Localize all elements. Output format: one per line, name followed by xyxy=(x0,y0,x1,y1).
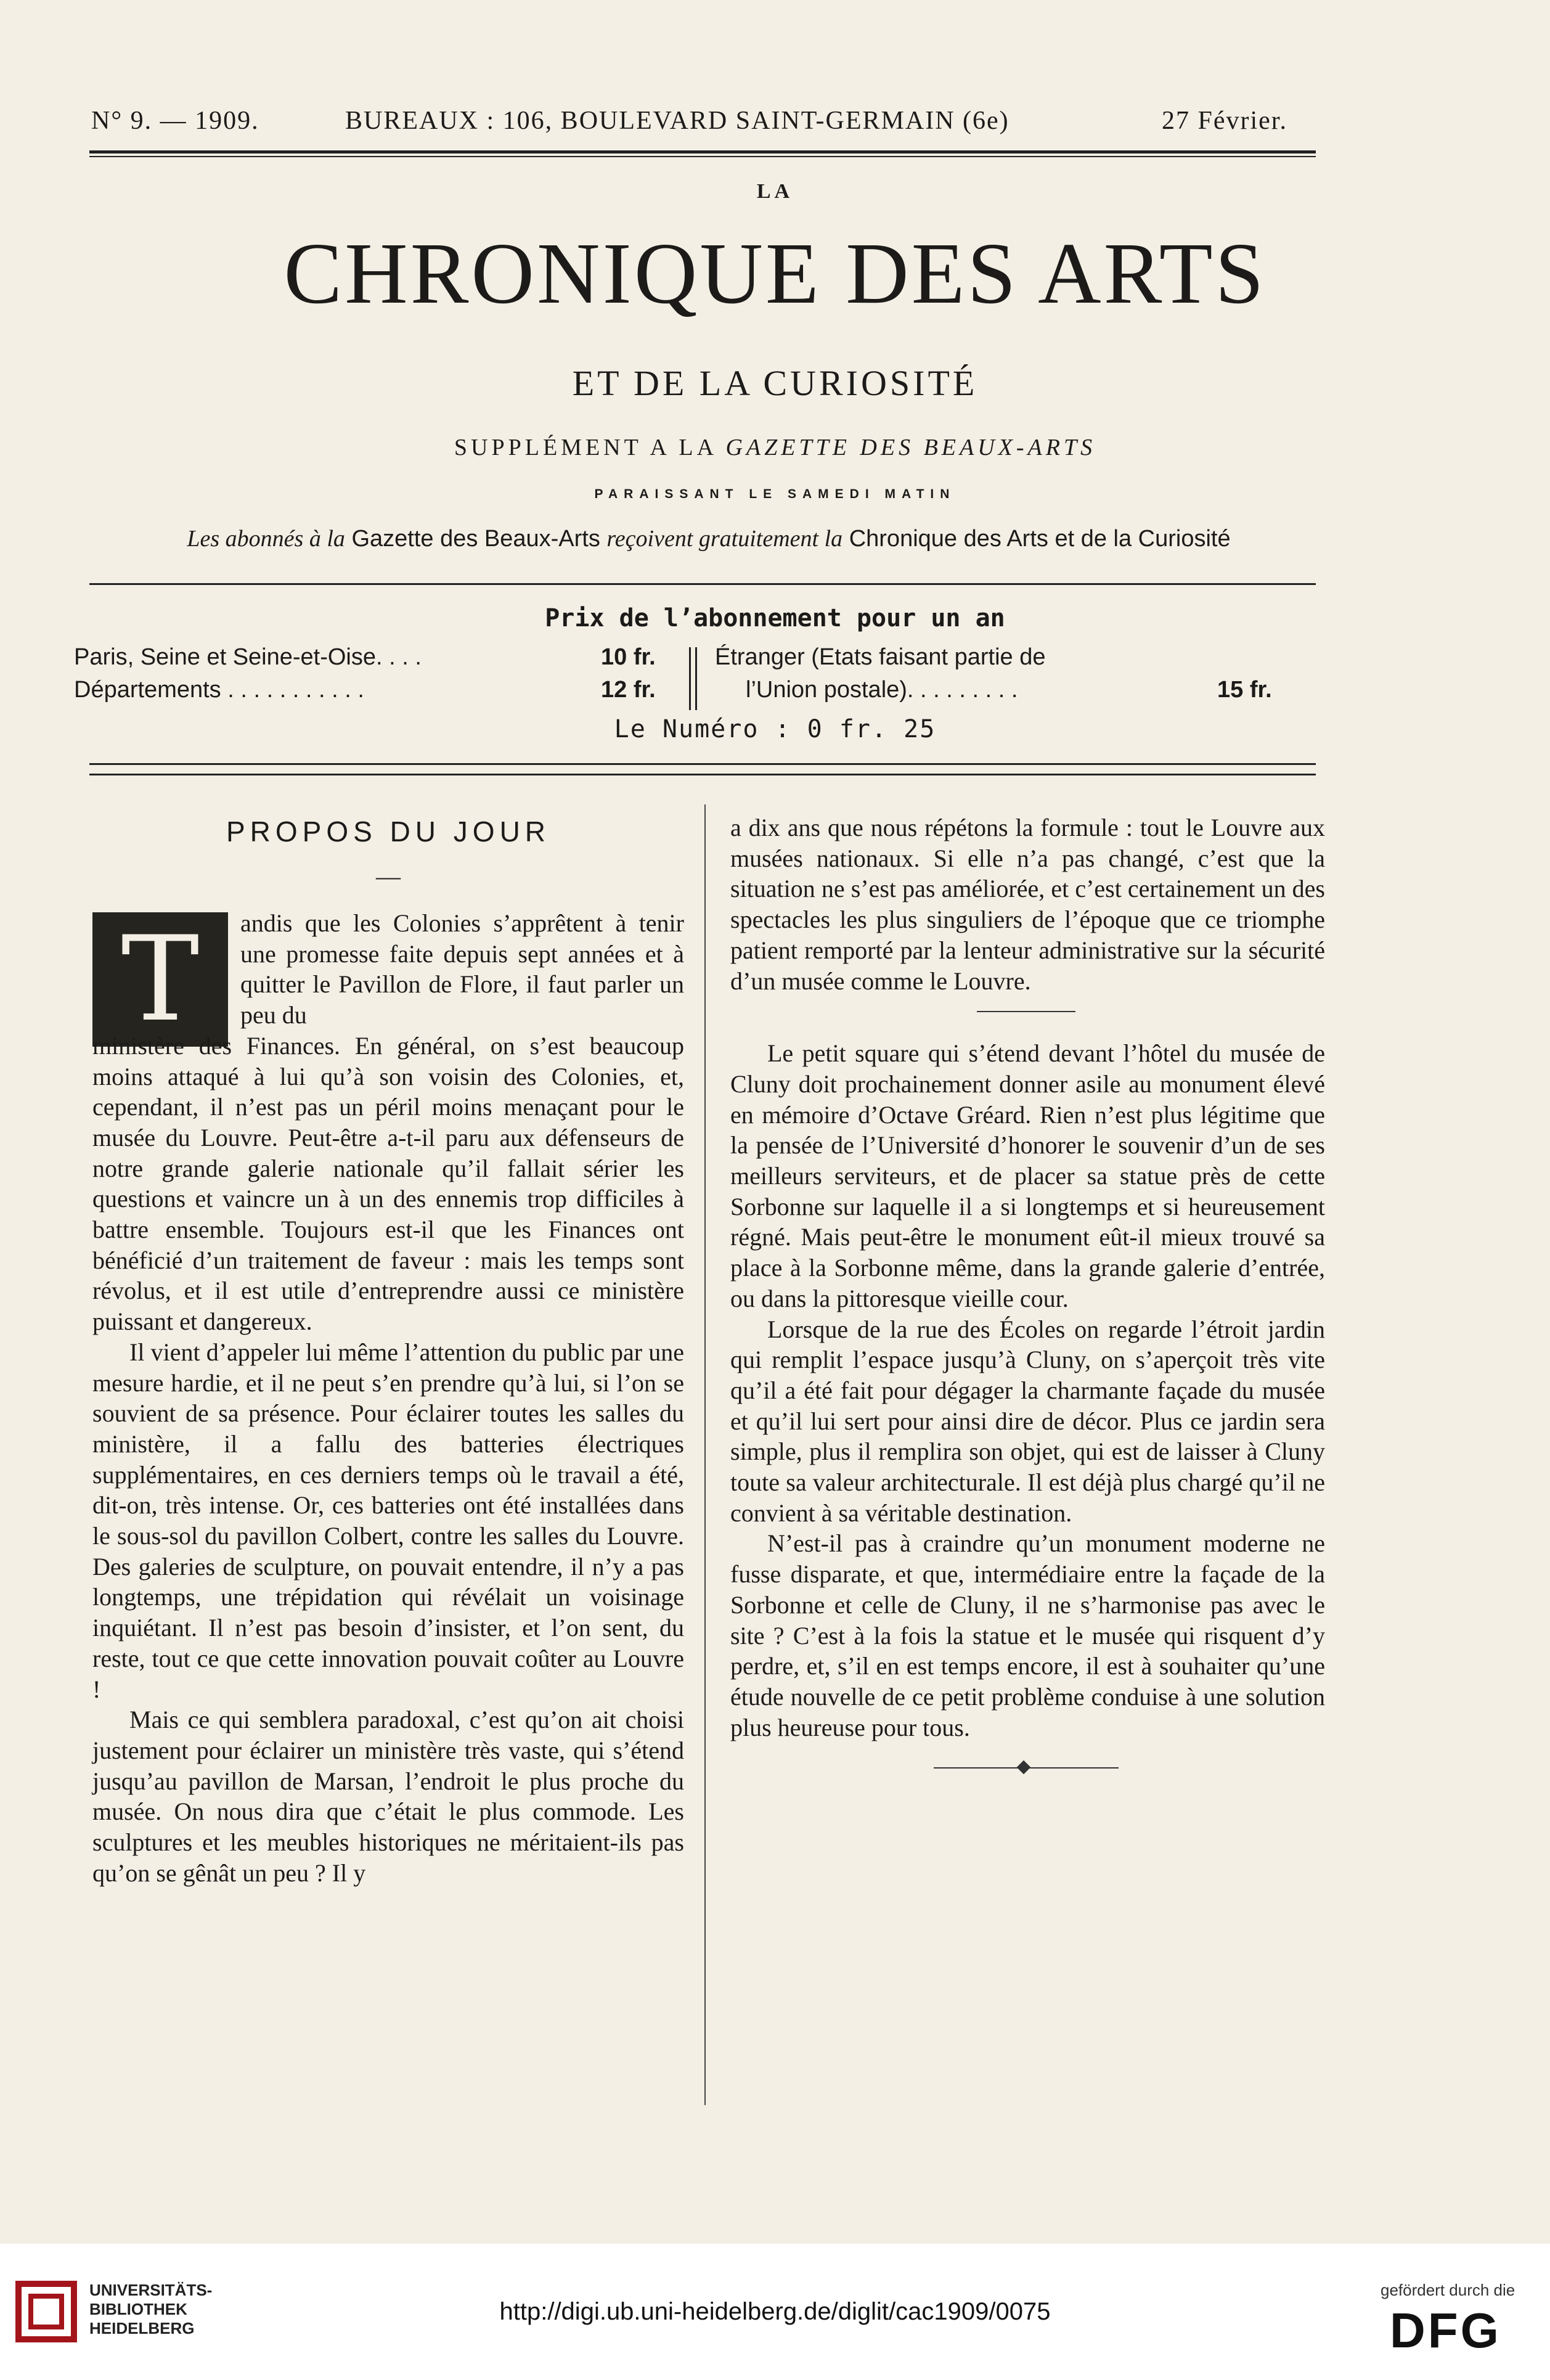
paragraph-7: N’est-il pas à craindre qu’un monument moderne ne fusse disparate, et que, intermédiaire entre la façade de la Sorbonne et celle de Cluny, il ne s’harmonise pas avec le site ? C’est à la fois la statue et le musée qui risquent d’y perdre, et, s’il en est temps encore, il est à souhaiter qu’une étude nouvelle de ce petit problème conduise à une solution plus heureuse pour tous. xyxy=(730,1529,1325,1741)
paragraph-2: Il vient d’appeler lui même l’attention du public par une mesure hardie, et il ne peut s’en prendre qu’à lui, si l’on se souvient de sa présence. Pour éclairer toutes les salles du ministère, il a fallu des batteries électriques supplémentaires, en ces derniers temps où le travail a été, dit-on, très intense. Or, ces batteries ont été installées dans le sous-sol du pavillon Colbert, contre les salles du Louvre. Des galeries de sculpture, on pouvait entendre, il n’y a pas longtemps, une trépidation qui révélait un voisinage inquiétant. Il n’est pas besoin d’insister, et l’on sent, du reste, tout ce que cette innovation pouvait coûter au Louvre ! xyxy=(92,1338,684,1703)
dropcap-letter: T xyxy=(92,912,228,1047)
footer-bar xyxy=(0,2244,1550,2380)
subscribers-text-2: Gazette des Beaux-Arts xyxy=(351,526,600,552)
masthead-subtitle: ET DE LA CURIOSITÉ xyxy=(572,363,978,403)
funding-note: gefördert durch die xyxy=(1381,2281,1515,2299)
pricing-rule-2 xyxy=(89,774,1316,775)
paragraph-5: Le petit square qui s’étend devant l’hôtel du musée de Cluny doit prochainement donner asile au monument élevé en mémoire d’Octave Gréard. Rien n’est plus légitime que la pensée de l’Université d’honorer le souvenir d’un de ses meilleurs serviteurs, et de placer sa statue près de cette Sorbonne sur laquelle il a si longtemps et si heureusement régné. Mais peut-être le monument eût-il mieux trouvé sa place à la Sorbonne même, dans la grande galerie d’entrée, ou dans la pittoresque vieille cour. xyxy=(730,1039,1325,1312)
paragraph-6: Lorsque de la rue des Écoles on regarde l’étroit jardin qui remplit l’espace jusqu’à Cluny, on s’aperçoit très vite qu’il a été fait pour dégager la charmante façade du musée et qu’il lui sert pour ainsi dire de décor. Plus ce jardin sera simple, plus il remplira son objet, qui est de laisser à Cluny toute sa valeur architecturale. Il est déjà plus chargé qu’il ne convient à sa véritable destination. xyxy=(730,1315,1325,1527)
paragraph-1-first: andis que les Colonies s’apprêtent à tenir une promesse faite depuis sept années et à quitter le Pavillon de Flore, il faut parler un peu du xyxy=(240,909,684,1029)
dfg-logo: DFG xyxy=(1390,2303,1501,2358)
price-union-value: 15 fr. xyxy=(1217,677,1272,703)
supplement-gazette: GAZETTE DES BEAUX-ARTS xyxy=(725,435,1096,460)
right-column xyxy=(730,812,1325,1792)
header-rule xyxy=(89,150,1316,153)
subscribers-line xyxy=(92,525,1325,552)
library-name-1: UNIVERSITÄTS- xyxy=(89,2281,213,2299)
price-departements-value: 12 fr. xyxy=(601,677,656,703)
office-address: BUREAUX : 106, BOULEVARD SAINT-GERMAIN (6e) xyxy=(345,107,1010,135)
article-heading: PROPOS DU JOUR xyxy=(226,816,551,848)
price-paris-value: 10 fr. xyxy=(601,644,656,670)
supplement-line xyxy=(0,434,1550,461)
header-rule-thin xyxy=(89,156,1316,157)
price-paris-label: Paris, Seine et Seine-et-Oise. . . . xyxy=(74,644,422,670)
masthead-rule xyxy=(89,583,1316,585)
price-departements-label: Départements . . . . . . . . . . . xyxy=(74,677,364,703)
heading-dash: — xyxy=(376,862,401,890)
price-union-label: l’Union postale). . . . . . . . . xyxy=(746,677,1018,703)
paragraph-4: a dix ans que nous répétons la formule : tout le Louvre aux musées nationaux. Si elle n’a pas changé, c’est que la situation ne s’est pas améliorée, et c’est certainement un des spectacles les plus singuliers de l’époque que ce triomphe patient remporté par la lenteur administrative sur la sécurité d’un musée comme le Louvre. xyxy=(730,814,1325,995)
masthead-title: CHRONIQUE DES ARTS xyxy=(283,224,1267,322)
price-divider-2 xyxy=(695,647,697,710)
masthead-la: LA xyxy=(756,180,794,203)
issue-number: N° 9. — 1909. xyxy=(91,107,259,135)
left-column xyxy=(92,908,684,1889)
library-name-2: BIBLIOTHEK xyxy=(89,2300,187,2318)
issue-price: Le Numéro : 0 fr. 25 xyxy=(614,715,936,743)
paragraph-1-rest: ministère des Finances. En général, on s’est beaucoup moins attaqué à lui qu’à son voisin des Colonies, et, cependant, il n’est pas un péril moins menaçant pour le musée du Louvre. Peut-être a-t-il paru aux défenseurs de notre grande galerie nationale qu’il fallait sérier les questions et vaincre un à un des ennemis trop difficiles à battre ensemble. Toujours est-il que les Finances ont bénéficié d’un traitement de faveur : mais les temps sont révolus, et il est utile d’entreprendre aussi ce ministère puissant et dangereux. xyxy=(92,1031,684,1336)
paragraph-3: Mais ce qui semblera paradoxal, c’est qu’on ait choisi justement pour éclairer un ministère très vaste, qui s’étend jusqu’au pavillon de Marsan, l’endroit le plus proche du musée. On nous dira que c’était le plus commode. Les sculptures et les meubles historiques ne méritaient-ils pas qu’on se gênât un peu ? Il y xyxy=(92,1706,684,1887)
subscribers-text-1: Les abonnés à la xyxy=(187,526,345,552)
price-divider xyxy=(689,647,691,710)
price-etranger-label: Étranger (Etats faisant partie de xyxy=(715,644,1046,670)
issue-date: 27 Février. xyxy=(1162,107,1287,135)
pricing-rule xyxy=(89,763,1316,765)
source-url-link[interactable]: http://digi.ub.uni-heidelberg.de/diglit/cac1909/0075 xyxy=(499,2298,1051,2325)
frequency-line: PARAISSANT LE SAMEDI MATIN xyxy=(594,487,956,501)
end-ornament xyxy=(730,1743,1325,1792)
column-divider xyxy=(704,804,706,2105)
supplement-prefix: SUPPLÉMENT A LA xyxy=(454,435,726,460)
pricing-title: Prix de l’abonnement pour un an xyxy=(545,604,1005,632)
library-name-3: HEIDELBERG xyxy=(89,2319,195,2337)
subscribers-text-3: reçoivent gratuitement la xyxy=(606,526,843,552)
subscribers-text-4: Chronique des Arts et de la Curiosité xyxy=(849,526,1231,552)
section-separator xyxy=(730,996,1325,1038)
